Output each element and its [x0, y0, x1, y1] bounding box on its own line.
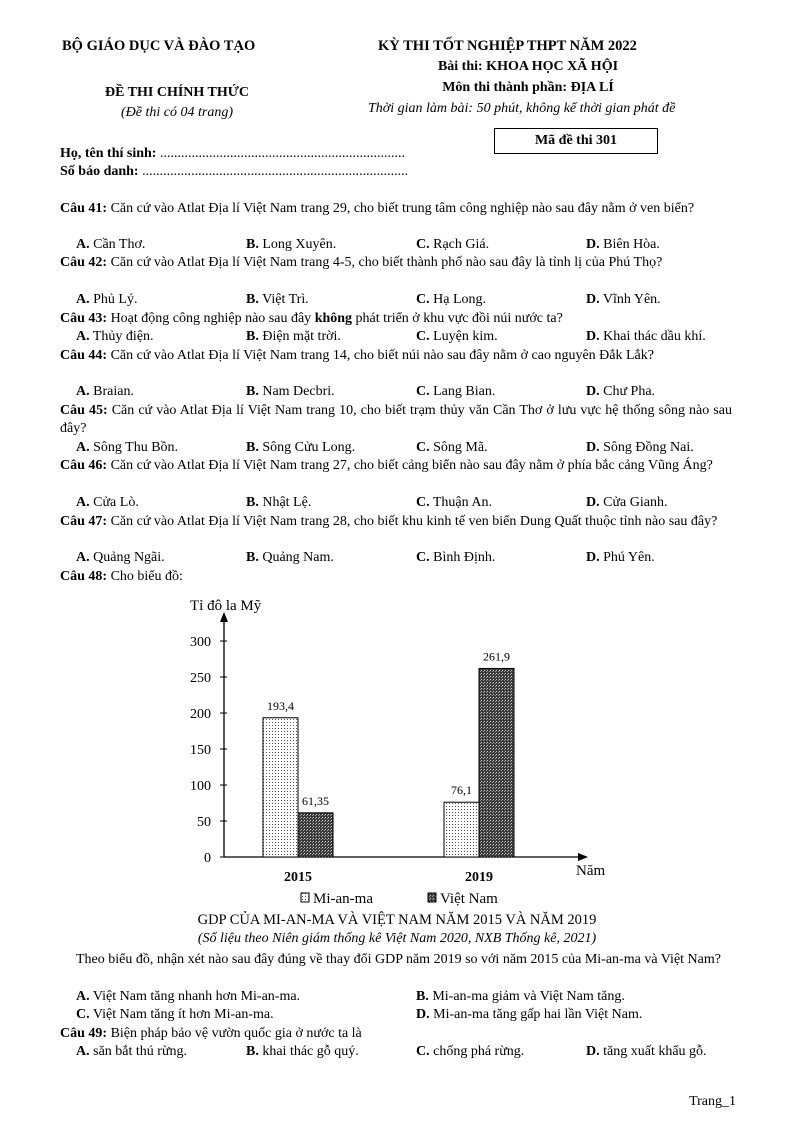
q44-option-b[interactable]: B. Nam Decbri.	[246, 384, 335, 399]
candidate-id-label: Số báo danh:	[60, 164, 139, 179]
q48-option-d[interactable]: D. Mi-an-ma tăng gấp hai lần Việt Nam.	[416, 1007, 643, 1022]
q41-option-a[interactable]: A. Cần Thơ.	[76, 237, 146, 252]
q41-option-c[interactable]: C. Rạch Giá.	[416, 237, 490, 252]
y-tick-label: 250	[190, 671, 211, 686]
question-text-emphasis: không	[314, 311, 353, 326]
q45-option-a[interactable]: A. Sông Thu Bồn.	[76, 440, 179, 455]
data-label: 76,1	[451, 783, 472, 798]
question-text: Biện pháp bảo vệ vườn quốc gia ở nước ta là	[110, 1026, 362, 1041]
question-text-after: phát triển ở khu vực đồi núi nước ta?	[355, 311, 563, 326]
candidate-name-dots: ......................................................................	[159, 146, 405, 161]
legend-label: Việt Nam	[440, 891, 498, 907]
question-45	[60, 402, 732, 437]
question-44	[60, 347, 732, 365]
x-axis-label: Năm	[576, 863, 606, 879]
question-number: Câu 48:	[60, 569, 108, 584]
question-text: Căn cứ vào Atlat Địa lí Việt Nam trang 10, cho biết trạm thủy văn Cần Thơ ở lưu vực hệ thống sông nào sau đây?	[60, 403, 733, 436]
official-label: ĐỀ THI CHÍNH THỨC	[104, 85, 250, 100]
data-label: 261,9	[483, 649, 510, 664]
question-41	[60, 200, 732, 218]
question-number: Câu 49:	[60, 1026, 108, 1041]
q43-option-d[interactable]: D. Khai thác dầu khí.	[586, 329, 706, 344]
q49-option-d[interactable]: D. tăng xuất khẩu gỗ.	[586, 1044, 707, 1059]
q49-option-c[interactable]: C. chống phá rừng.	[416, 1044, 525, 1059]
data-label: 61,35	[302, 793, 329, 808]
q47-option-b[interactable]: B. Quảng Nam.	[246, 550, 334, 565]
question-42	[60, 254, 732, 272]
candidate-name-label: Họ, tên thí sinh:	[60, 146, 157, 161]
question-number: Câu 46:	[60, 458, 108, 473]
subject-group: Bài thi: KHOA HỌC XÃ HỘI	[437, 59, 619, 74]
y-tick-label: 100	[190, 779, 211, 794]
q45-option-b[interactable]: B. Sông Cửu Long.	[246, 440, 356, 455]
candidate-id-dots: ............................................................................	[142, 164, 409, 179]
question-text: Căn cứ vào Atlat Địa lí Việt Nam trang 27, cho biết cảng biển nào sau đây nằm ở phía bắc cảng Vũng Áng?	[110, 458, 713, 473]
question-text: Căn cứ vào Atlat Địa lí Việt Nam trang 14, cho biết núi nào sau đây nằm ở cao nguyên Đắk Lắk?	[110, 348, 654, 363]
question-text: Cho biểu đồ:	[110, 569, 183, 584]
q43-option-c[interactable]: C. Luyện kim.	[416, 329, 498, 344]
q42-option-a[interactable]: A. Phủ Lý.	[76, 292, 138, 307]
time-note: Thời gian làm bài: 50 phút, không kể thời gian phát đề	[368, 101, 676, 116]
y-tick-label: 0	[204, 851, 211, 866]
x-axis-arrow	[578, 853, 588, 861]
q43-option-a[interactable]: A. Thủy điện.	[76, 329, 154, 344]
question-48-stem: Theo biểu đồ, nhận xét nào sau đây đúng về thay đổi GDP năm 2019 so với năm 2015 của Mi-an-ma và Việt Nam?	[76, 952, 721, 967]
bar-Mi-an-ma-2019	[444, 802, 479, 857]
question-number: Câu 42:	[60, 255, 108, 270]
q45-option-d[interactable]: D. Sông Đồng Nai.	[586, 440, 694, 455]
question-47	[60, 513, 732, 531]
exam-code-box	[494, 128, 658, 154]
chart-source: (Số liệu theo Niên giám thống kê Việt Nam 2020, NXB Thống kê, 2021)	[197, 931, 597, 946]
x-tick-label: 2015	[284, 870, 312, 885]
data-label: 193,4	[267, 698, 294, 713]
q42-option-b[interactable]: B. Việt Trì.	[246, 292, 309, 307]
question-43	[60, 310, 732, 328]
bar-Mi-an-ma-2015	[263, 718, 298, 857]
q46-option-a[interactable]: A. Cửa Lò.	[76, 495, 139, 510]
exam-code: Mã đề thi 301	[534, 133, 618, 148]
page-number: Trang_1	[689, 1094, 736, 1109]
y-tick-label: 200	[190, 707, 211, 722]
gdp-bar-chart	[160, 592, 620, 914]
q42-option-d[interactable]: D. Vĩnh Yên.	[586, 292, 661, 307]
legend-swatch	[301, 893, 309, 902]
question-46	[60, 457, 732, 475]
question-text-before: Hoạt động công nghiệp nào sau đây	[110, 311, 312, 326]
q49-option-a[interactable]: A. săn bắt thú rừng.	[76, 1044, 188, 1059]
question-number: Câu 43:	[60, 311, 108, 326]
q43-option-b[interactable]: B. Điện mặt trời.	[246, 329, 341, 344]
bar-Việt Nam-2019	[479, 668, 514, 857]
question-number: Câu 44:	[60, 348, 108, 363]
candidate-name-line	[60, 146, 405, 162]
question-text: Căn cứ vào Atlat Địa lí Việt Nam trang 4-5, cho biết thành phố nào sau đây là tỉnh lị của Phú Thọ?	[110, 255, 663, 270]
exam-title: KỲ THI TỐT NGHIỆP THPT NĂM 2022	[378, 38, 637, 54]
q41-option-b[interactable]: B. Long Xuyên.	[246, 237, 337, 252]
question-48	[60, 568, 732, 586]
q48-option-b[interactable]: B. Mi-an-ma giảm và Việt Nam tăng.	[416, 989, 625, 1004]
q48-option-c[interactable]: C. Việt Nam tăng ít hơn Mi-an-ma.	[76, 1007, 274, 1022]
q46-option-d[interactable]: D. Cửa Gianh.	[586, 495, 668, 510]
legend-label: Mi-an-ma	[313, 891, 373, 907]
q46-option-c[interactable]: C. Thuận An.	[416, 495, 492, 510]
bar-Việt Nam-2015	[298, 813, 333, 857]
q44-option-c[interactable]: C. Lang Bian.	[416, 384, 496, 399]
y-tick-label: 150	[190, 743, 211, 758]
y-tick-label: 50	[197, 815, 211, 830]
q41-option-d[interactable]: D. Biên Hòa.	[586, 237, 660, 252]
q44-option-d[interactable]: D. Chư Pha.	[586, 384, 656, 399]
q47-option-a[interactable]: A. Quảng Ngãi.	[76, 550, 165, 565]
ministry-name: BỘ GIÁO DỤC VÀ ĐÀO TẠO	[62, 38, 256, 54]
legend-swatch	[428, 893, 436, 902]
chart-title: GDP CỦA MI-AN-MA VÀ VIỆT NAM NĂM 2015 VÀ NĂM 2019	[197, 912, 597, 928]
question-text: Căn cứ vào Atlat Địa lí Việt Nam trang 29, cho biết trung tâm công nghiệp nào sau đây nằm ở ven biển?	[110, 201, 695, 216]
subject: Môn thi thành phần: ĐỊA LÍ	[442, 80, 614, 95]
q47-option-d[interactable]: D. Phú Yên.	[586, 550, 655, 565]
q49-option-b[interactable]: B. khai thác gỗ quý.	[246, 1044, 359, 1059]
pages-note: (Đề thi có 04 trang)	[121, 105, 233, 120]
x-tick-label: 2019	[465, 870, 493, 885]
question-number: Câu 41:	[60, 201, 108, 216]
q44-option-a[interactable]: A. Braian.	[76, 384, 134, 399]
question-number: Câu 47:	[60, 514, 108, 529]
y-axis-label: Tỉ đô la Mỹ	[190, 598, 262, 614]
q46-option-b[interactable]: B. Nhật Lệ.	[246, 495, 312, 510]
question-49	[60, 1025, 732, 1043]
q47-option-c[interactable]: C. Bình Định.	[416, 550, 496, 565]
q45-option-c[interactable]: C. Sông Mã.	[416, 440, 488, 455]
question-text: Căn cứ vào Atlat Địa lí Việt Nam trang 28, cho biết khu kinh tế ven biển Dung Quất thuộc tỉnh nào sau đây?	[110, 514, 718, 529]
question-number: Câu 45:	[60, 403, 108, 418]
q48-option-a[interactable]: A. Việt Nam tăng nhanh hơn Mi-an-ma.	[76, 989, 301, 1004]
y-tick-label: 300	[190, 635, 211, 650]
q42-option-c[interactable]: C. Hạ Long.	[416, 292, 487, 307]
candidate-id-line	[60, 164, 408, 180]
